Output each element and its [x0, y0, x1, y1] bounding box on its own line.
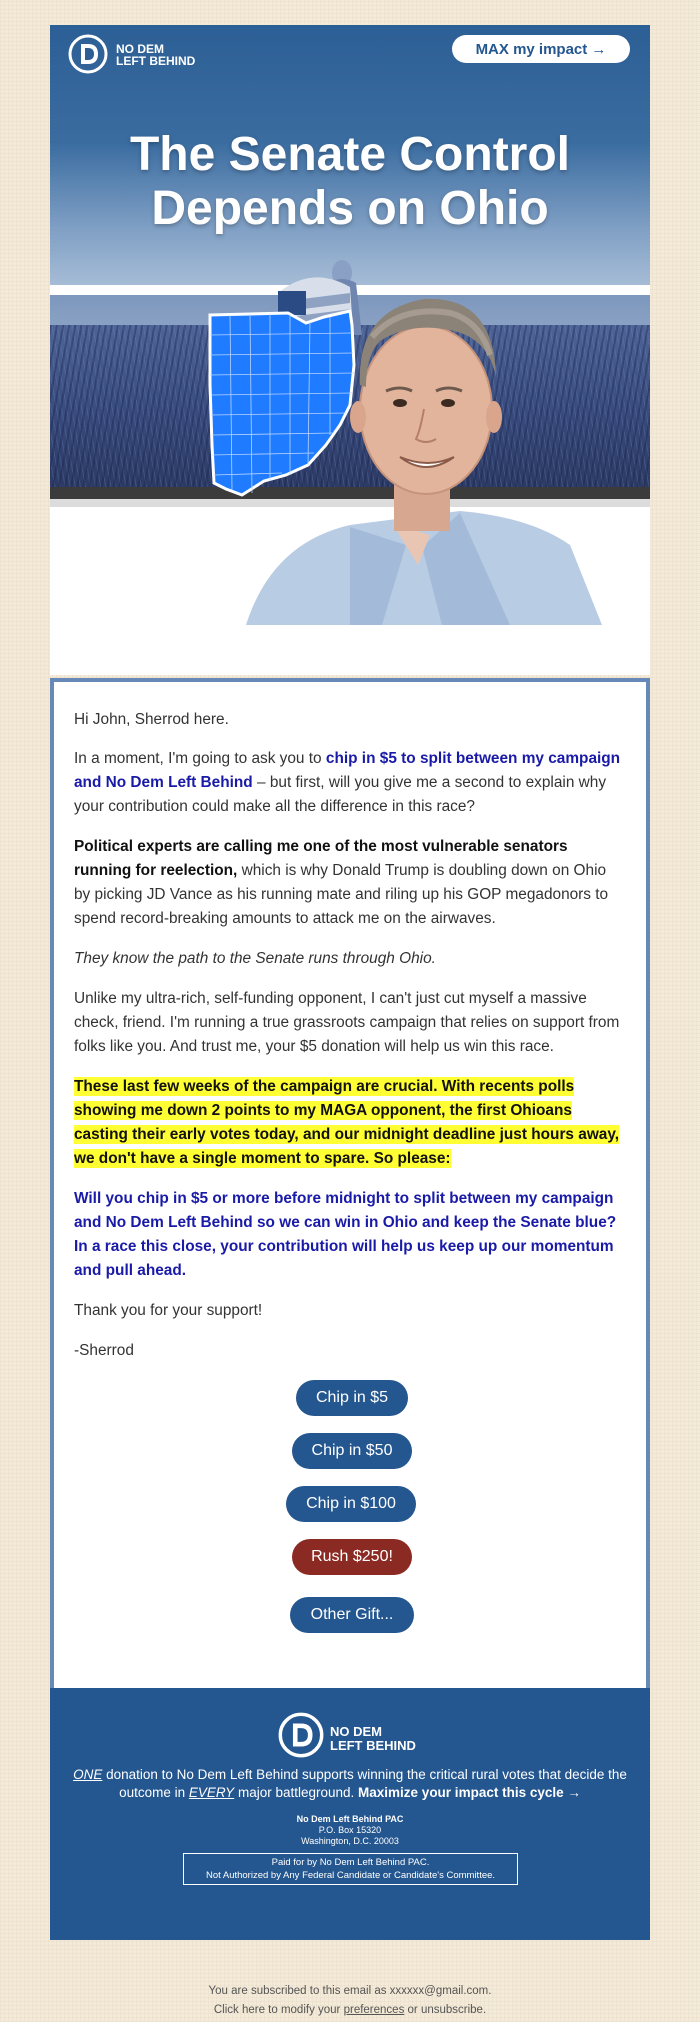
logo-line-1: NO DEM [116, 42, 164, 56]
other-gift-button[interactable]: Other Gift... [290, 1597, 414, 1633]
signoff-text: -Sherrod [74, 1342, 134, 1359]
paragraph-experts [74, 835, 624, 931]
thanks-text: Thank you for your support! [74, 1302, 263, 1319]
blurb-mid-2: major battleground. [234, 1785, 359, 1800]
blurb-one-text: ONE [73, 1767, 103, 1782]
footer-logo-line-2: LEFT BEHIND [330, 1738, 416, 1753]
p1-post-text: – but first, will you give me a second to explain why your contribution could make all the difference in this race? [74, 774, 607, 815]
blurb-mid-1: donation to No Dem Left Behind supports winning the critical rural votes that decide the outcome in [102, 1767, 627, 1800]
pref-pre-text: Click here to modify your [213, 2004, 344, 2016]
footer-address [50, 1814, 650, 1847]
org-name: No Dem Left Behind PAC [296, 1814, 404, 1824]
chip-in-5-button[interactable]: Chip in $5 [296, 1380, 408, 1416]
footer-logo-wordmark[interactable] [330, 1725, 416, 1753]
max-impact-button[interactable]: MAX my impact → [452, 35, 630, 63]
email-container [50, 25, 650, 1881]
rush-250-button[interactable]: Rush $250! [292, 1539, 412, 1575]
logo-d-icon[interactable] [68, 34, 108, 74]
p1-pre-text: In a moment, I'm going to ask you to [74, 750, 326, 767]
hero-illustration [50, 25, 650, 675]
pref-post-text[interactable]: or unsubscribe. [404, 2004, 487, 2016]
footer-blurb [70, 1766, 630, 1802]
hero-title-line-2: Depends on Ohio [151, 182, 549, 235]
footer [50, 1688, 650, 1940]
subscription-notice: You are subscribed to this email as xxxxxx@gmail.com. [208, 1985, 492, 1997]
letter-card [50, 678, 650, 1695]
ohio-map-image [210, 311, 354, 495]
p2-bold-text: Political experts are calling me one of the most vulnerable senators running for reelection, [74, 838, 568, 879]
paragraph-urgent [74, 1075, 624, 1171]
hero-title-line-1: The Senate Control [129, 128, 571, 181]
maximize-impact-link[interactable]: Maximize your impact this cycle → [358, 1785, 581, 1800]
paragraph-path: They know the path to the Senate runs through Ohio. [74, 950, 436, 967]
preferences-link[interactable]: preferences [343, 2004, 405, 2016]
highlighted-text: These last few weeks of the campaign are crucial. With recents polls showing me down 2 points to my MAGA opponent, the first Ohioans casting their early votes today, and our midnight deadline just hours away, we don't have a single moment to spare. So please: [74, 1078, 620, 1167]
blurb-every-text: EVERY [188, 1785, 235, 1800]
p2-rest-text: which is why Donald Trump is doubling down on Ohio by picking JD Vance as his running mate and riling up his GOP megadonors to spend record-breaking amounts to attack me on the airwaves. [74, 862, 609, 927]
letter-body [74, 708, 624, 1379]
paid-for-by-box [183, 1853, 518, 1885]
paid-by-line-1: Paid for by No Dem Left Behind PAC. [271, 1857, 430, 1868]
preferences-notice [0, 2004, 700, 2016]
final-ask-link[interactable]: Will you chip in $5 or more before midnight to split between my campaign and No Dem Left Behind so we can win in Ohio and keep the Senate blue? In a race this close, your contribution will help us keep up our momentum and pull ahead. [74, 1190, 617, 1279]
greeting: Hi John, Sherrod here. [74, 711, 229, 728]
hero-banner [50, 25, 650, 675]
logo-line-2: LEFT BEHIND [116, 54, 196, 68]
paragraph-grassroots: Unlike my ultra-rich, self-funding opponent, I can't just cut myself a massive check, friend. I'm running a true grassroots campaign that relies on support from folks like you. And trust me, your $5 donation will help us win this race. [74, 990, 620, 1055]
hero-title [50, 128, 650, 236]
chip-in-link[interactable]: chip in $5 to split between my campaign and No Dem Left Behind [74, 750, 621, 791]
chip-in-100-button[interactable]: Chip in $100 [286, 1486, 416, 1522]
paragraph-ask [74, 747, 624, 819]
logo-wordmark[interactable] [116, 43, 195, 67]
po-box: P.O. Box 15320 [318, 1825, 382, 1835]
paid-by-line-2: Not Authorized by Any Federal Candidate or Candidate's Committee. [205, 1870, 496, 1881]
chip-in-50-button[interactable]: Chip in $50 [292, 1433, 412, 1469]
footer-logo-line-1: NO DEM [330, 1724, 382, 1739]
city-line: Washington, D.C. 20003 [301, 1836, 399, 1846]
footer-logo-d-icon[interactable] [278, 1712, 324, 1758]
